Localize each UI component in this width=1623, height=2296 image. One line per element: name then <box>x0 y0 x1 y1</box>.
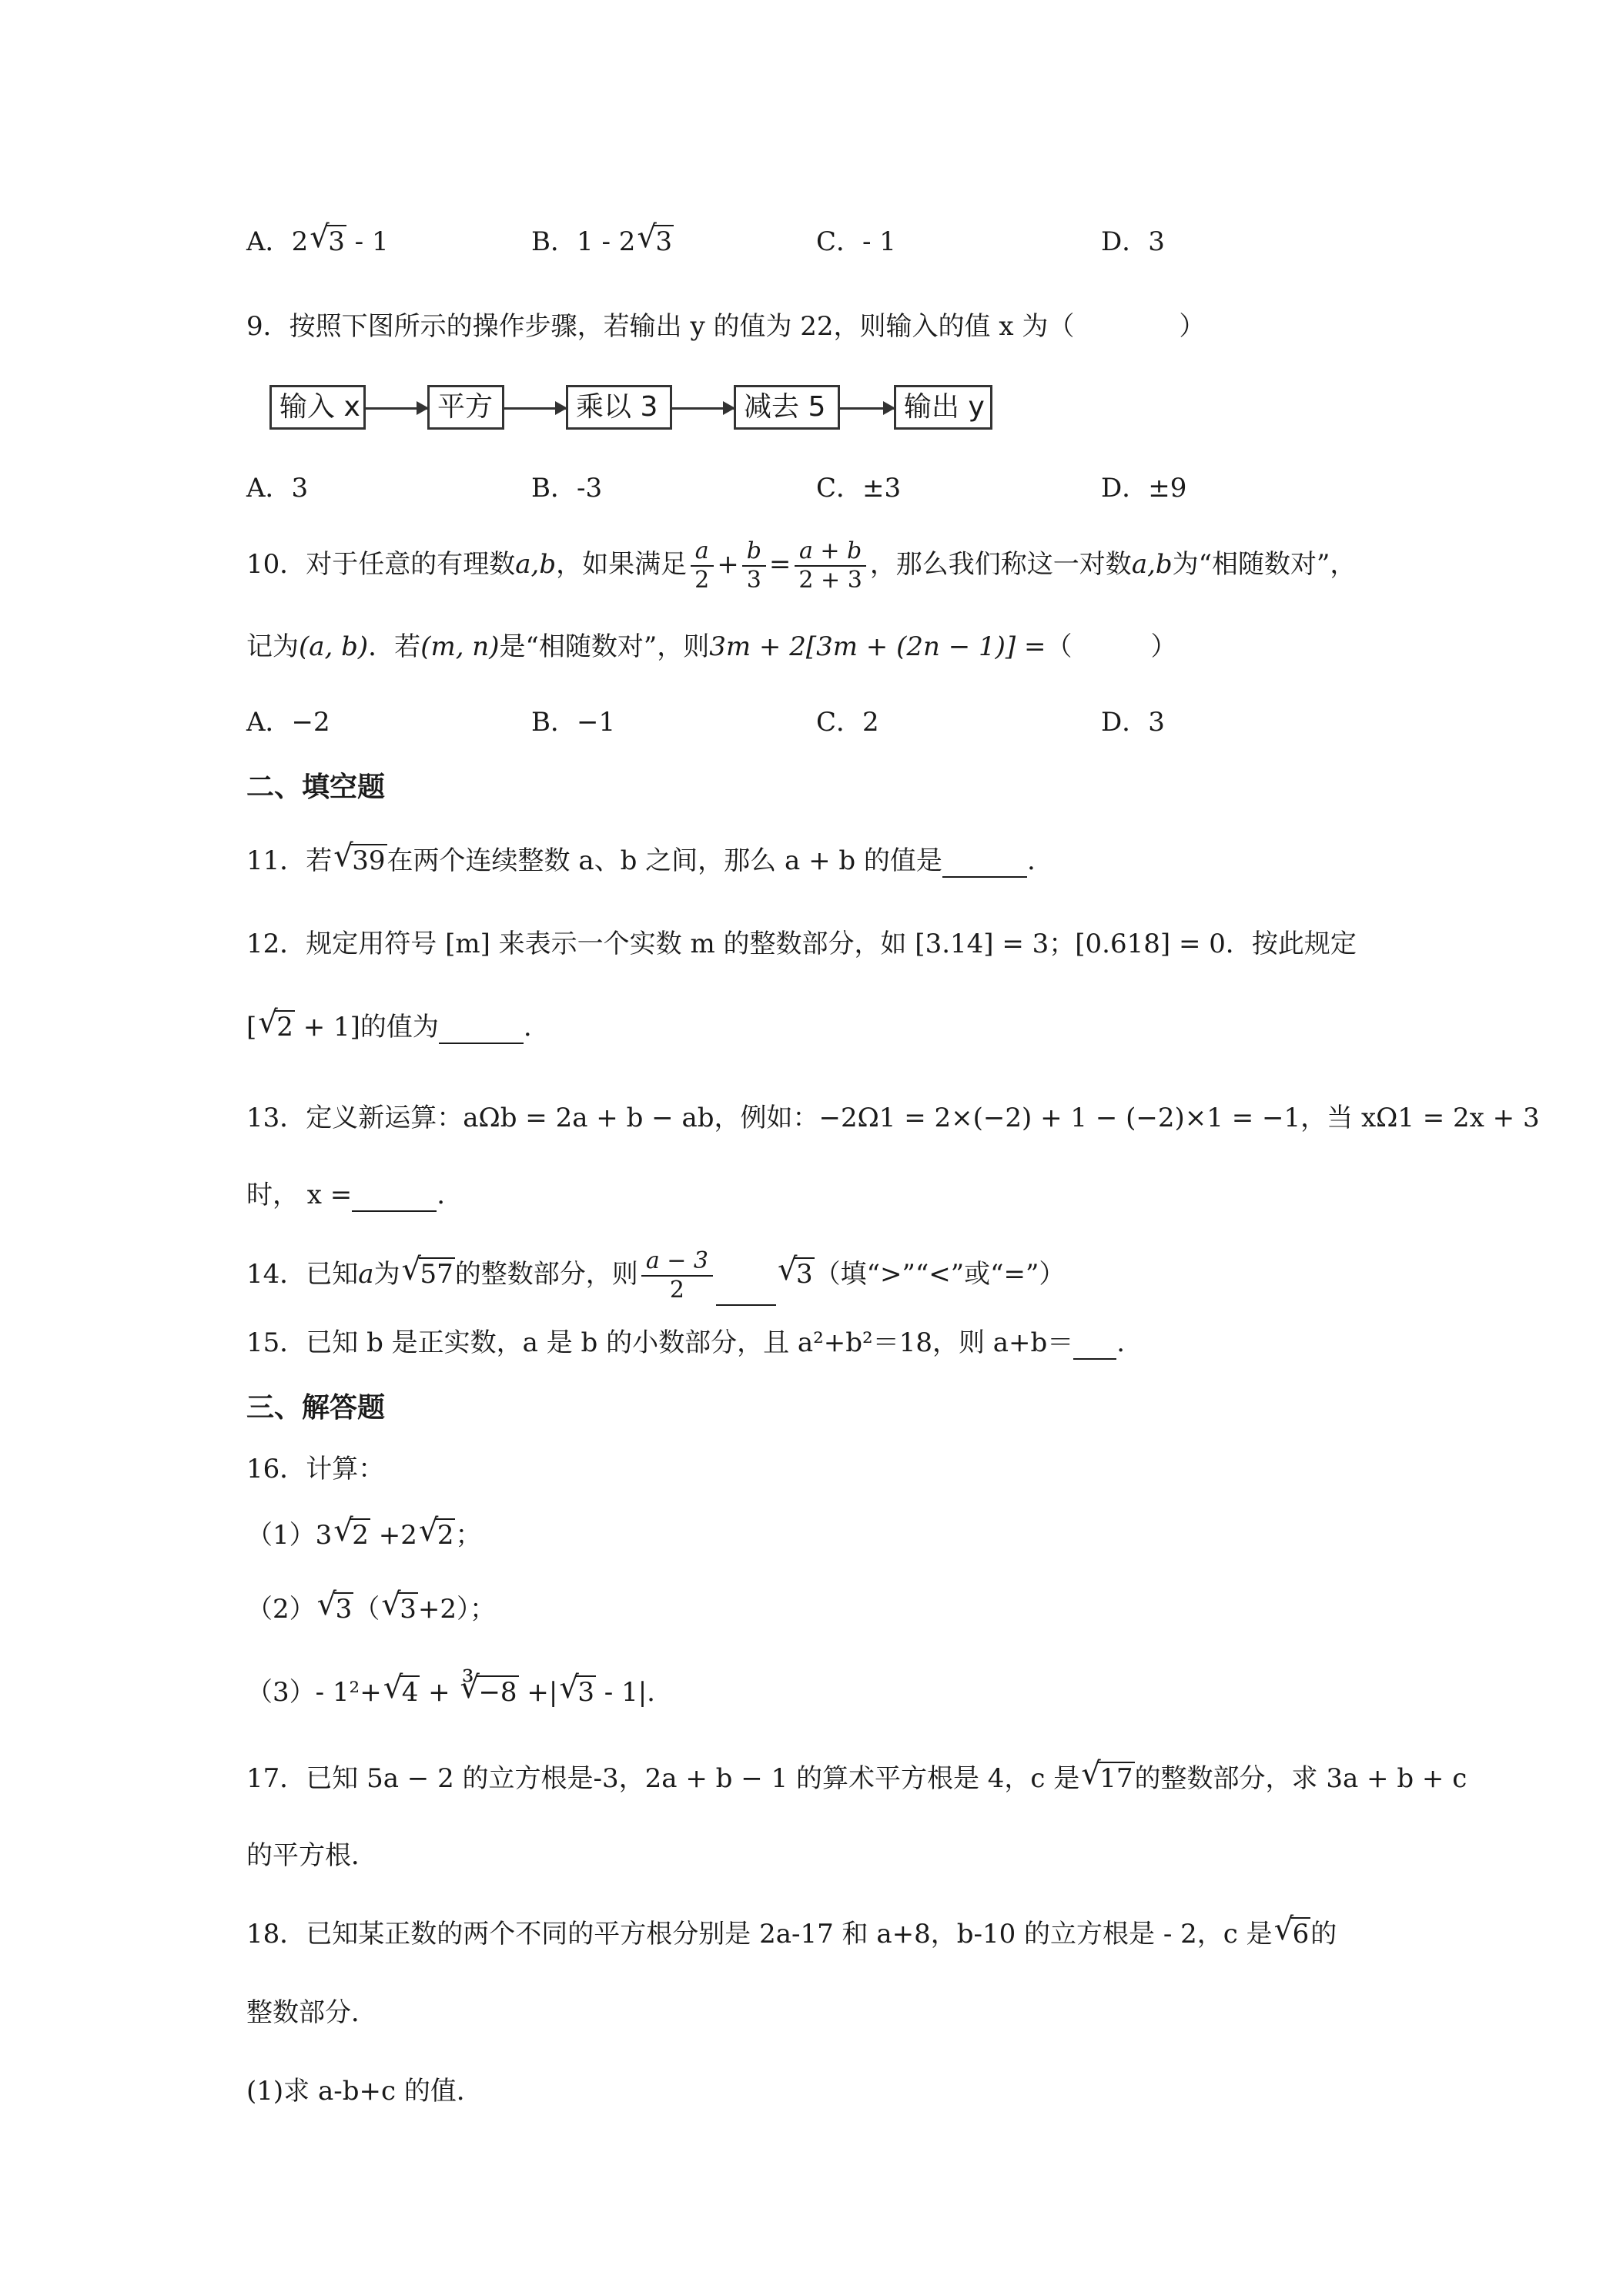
q17-line1: 17．已知 5a − 2 的立方根是-3，2a + b − 1 的算术平方根是 4，c 是 √ 17的整数部分，求 3a + b + c <box>246 1756 1467 1794</box>
flow-arrow <box>504 407 566 410</box>
sqrt-symbol: √ 2 <box>258 1005 293 1043</box>
q9-text: 9．按照下图所示的操作步骤，若输出 y 的值为 22，则输入的值 x 为（ ） <box>246 311 1206 342</box>
answer-blank[interactable] <box>1073 1334 1116 1360</box>
q10-line2: 记为(a, b)．若(m, n)是“相随数对”，则3m + 2[3m + (2n − 1)] =（ ） <box>246 631 1177 662</box>
flow-box-input: 输入 x <box>269 385 366 430</box>
answer-blank[interactable] <box>352 1186 437 1212</box>
answer-blank[interactable] <box>942 852 1027 878</box>
flow-box-square: 平方 <box>427 385 504 430</box>
q10-option-c: C．2 <box>816 707 879 738</box>
flow-box-multiply: 乘以 3 <box>566 385 672 430</box>
flow-arrow <box>840 407 894 410</box>
q11-text: 11．若 √ 39在两个连续整数 a、b 之间，那么 a + b 的值是 . <box>246 838 1036 876</box>
section-heading-fill-blank: 二、填空题 <box>246 771 386 803</box>
q8-option-c: C．‐ 1 <box>816 226 896 257</box>
section-heading-solve: 三、解答题 <box>246 1391 386 1424</box>
fraction: $\frac{a + b}{2 + 3}$ <box>794 537 866 594</box>
flow-box-output: 输出 y <box>894 385 992 430</box>
q8-option-d: D．3 <box>1101 226 1165 257</box>
sqrt-symbol: √ 3 <box>381 1587 417 1625</box>
sqrt-symbol: √ 4 <box>383 1670 419 1708</box>
q17-line2: 的平方根． <box>246 1840 377 1871</box>
sqrt-symbol: √ 39 <box>333 838 386 876</box>
q12-line2: [ √ 2 + 1]的值为 . <box>246 1005 532 1043</box>
fraction: $\frac{b}{3}$ <box>742 537 766 594</box>
q13-line1: 13．定义新运算：aΩb = 2a + b − ab，例如：−2Ω1 = 2×(−2) + 1 − (−2)×1 = −1，当 xΩ1 = 2x + 3 <box>246 1103 1540 1133</box>
cube-root-symbol: ∛ −8 <box>460 1670 517 1708</box>
sqrt-symbol: √ 2 <box>418 1513 454 1551</box>
q12-line1: 12．规定用符号 [m] 来表示一个实数 m 的整数部分，如 [3.14] = 3；[0.618] = 0．按此规定 <box>246 929 1357 959</box>
q15-text: 15．已知 b 是正实数，a 是 b 的小数部分，且 a²+b²＝18，则 a+b＝ . <box>246 1327 1126 1358</box>
fraction: $\frac{a - 3}{2}$ <box>641 1247 713 1304</box>
sqrt-symbol: √ 17 <box>1081 1756 1133 1794</box>
q8-option-b: B．1 ‐ 2 √ 3 <box>531 219 673 257</box>
sqrt-symbol: √ 3 <box>316 1587 353 1625</box>
q18-line2: 整数部分． <box>246 1997 377 2028</box>
q10-line1: 10．对于任意的有理数a,b，如果满足 $\frac{a}{2}$ + $\frac{b}{3}$ = $\frac{a + b}{2 + 3}$ ，那么我们称这一对数a,b为“相随数对”， <box>246 537 1357 594</box>
q13-line2: 时， x = . <box>246 1180 446 1210</box>
answer-blank[interactable] <box>716 1280 776 1306</box>
q14-text: 14．已知a为 √ 57的整数部分，则 $\frac{a - 3}{2}$ √ 3（填“>”“<”或“=”） <box>246 1243 1065 1306</box>
answer-blank[interactable] <box>439 1018 524 1044</box>
q9-option-d: D．±9 <box>1101 473 1187 504</box>
q16-part3: （3）‐ 1²+ √ 4 + ∛ −8 +| √ 3 ‐ 1|. <box>246 1670 655 1708</box>
q10-option-d: D．3 <box>1101 707 1165 738</box>
flow-arrow <box>366 407 427 410</box>
sqrt-symbol: √ 3 <box>310 219 345 257</box>
flow-box-subtract: 减去 5 <box>734 385 840 430</box>
sqrt-symbol: √ 3 <box>637 219 673 257</box>
q18-part1: (1)求 a-b+c 的值． <box>246 2076 483 2107</box>
q16-part2: （2） √ 3（ √ 3+2）； <box>246 1587 497 1625</box>
sqrt-symbol: √ 2 <box>333 1513 369 1551</box>
flow-arrow <box>672 407 734 410</box>
q9-option-b: B．-3 <box>531 473 603 504</box>
q10-option-a: A．−2 <box>246 707 330 738</box>
q9-option-a: A．3 <box>246 473 309 504</box>
q18-line1: 18．已知某正数的两个不同的平方根分别是 2a-17 和 a+8，b-10 的立方根是 ‐ 2，c 是 √ 6的 <box>246 1912 1337 1950</box>
sqrt-symbol: √ 3 <box>778 1252 813 1290</box>
sqrt-symbol: √ 57 <box>401 1252 453 1290</box>
fraction: $\frac{a}{2}$ <box>690 537 714 594</box>
sqrt-symbol: √ 6 <box>1273 1912 1310 1950</box>
q16-title: 16．计算： <box>246 1454 385 1484</box>
q16-part1: （1）3 √ 2 +2 √ 2； <box>246 1513 482 1551</box>
q9-option-c: C．±3 <box>816 473 902 504</box>
q8-option-a: A．2 √ 3 ‐ 1 <box>246 219 389 257</box>
sqrt-symbol: √ 3 <box>559 1670 594 1708</box>
q10-option-b: B．−1 <box>531 707 616 738</box>
q9-flowchart <box>269 385 986 433</box>
